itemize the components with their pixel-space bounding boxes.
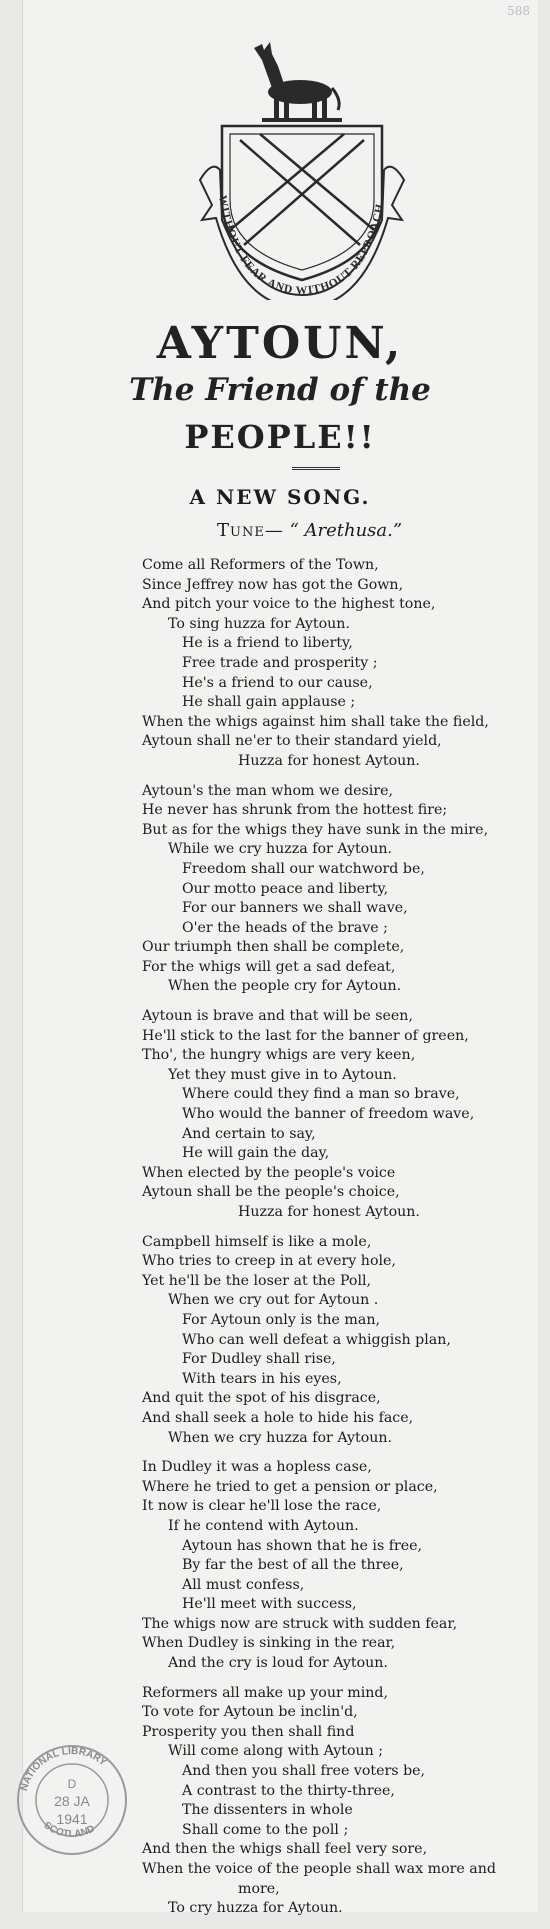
- lyric-line: In Dudley it was a hopless case,: [142, 1459, 372, 1476]
- lyric-line: more,: [238, 1880, 280, 1897]
- stamp-date: 28 JA: [54, 1793, 90, 1809]
- lyric-line: For our banners we shall wave,: [182, 900, 408, 917]
- lyric-line: It now is clear he'll lose the race,: [142, 1498, 382, 1515]
- lyric-line: All must confess,: [182, 1576, 305, 1593]
- tune-label: Tune—: [217, 520, 284, 541]
- lyric-line: And then you shall free voters be,: [182, 1763, 426, 1780]
- lyric-line: But as for the whigs they have sunk in the mire,: [142, 821, 489, 838]
- lyric-line: He's a friend to our cause,: [182, 674, 373, 691]
- lyric-line: He'll stick to the last for the banner of green,: [142, 1027, 469, 1044]
- lyric-line: Where could they find a man so brave,: [182, 1086, 460, 1103]
- lyric-line: Yet he'll be the loser at the Poll,: [142, 1272, 372, 1289]
- lyric-line: Since Jeffrey now has got the Gown,: [142, 576, 404, 593]
- library-stamp: [12, 1740, 132, 1860]
- lyric-line: Reformers all make up your mind,: [142, 1684, 388, 1701]
- lyric-line: With tears in his eyes,: [182, 1370, 342, 1387]
- song-lyrics: [142, 556, 550, 1929]
- title-subline: The Friend of the: [129, 372, 431, 408]
- lyric-line: Yet they must give in to Aytoun.: [168, 1066, 397, 1083]
- lyric-line: When Dudley is sinking in the rear,: [142, 1635, 396, 1652]
- lyric-line: Come all Reformers of the Town,: [142, 557, 379, 573]
- stanza: [142, 782, 550, 998]
- lyric-line: Where he tried to get a pension or place,: [142, 1478, 438, 1495]
- stanza: [142, 1684, 550, 1919]
- lyric-line: When the people cry for Aytoun.: [168, 978, 402, 995]
- catalogue-number: 588: [507, 4, 530, 18]
- lyric-line: The dissenters in whole: [182, 1802, 353, 1819]
- lyric-line: Aytoun's the man whom we desire,: [142, 782, 394, 799]
- stamp-letter: D: [67, 1777, 77, 1791]
- lyric-line: He is a friend to liberty,: [182, 635, 353, 652]
- stanza: [142, 1458, 550, 1674]
- stanza: [142, 1007, 550, 1223]
- lyric-line: Our motto peace and liberty,: [182, 880, 389, 897]
- lyric-line: Who tries to creep in at every hole,: [142, 1253, 396, 1270]
- lyric-line: Aytoun shall be the people's choice,: [142, 1184, 400, 1201]
- lyric-line: And certain to say,: [182, 1125, 316, 1142]
- lyric-line: He shall gain applause ;: [182, 694, 356, 711]
- donkey-icon: [254, 42, 342, 122]
- svg-text:NATIONAL LIBRARY: [19, 1746, 109, 1792]
- lyric-line: A contrast to the thirty-three,: [182, 1782, 395, 1799]
- lyric-line: Campbell himself is like a mole,: [142, 1233, 372, 1250]
- title-people: PEOPLE!!: [184, 418, 376, 456]
- lyric-line: If he contend with Aytoun.: [168, 1517, 359, 1534]
- stamp-year: 1941: [56, 1811, 88, 1827]
- lyric-line: For the whigs will get a sad defeat,: [142, 958, 396, 975]
- crest-motto: WITHOUT FEAR AND WITHOUT REPROACH: [215, 194, 387, 298]
- lyric-line: To cry huzza for Aytoun.: [168, 1900, 343, 1917]
- lyric-line: When elected by the people's voice: [142, 1164, 396, 1181]
- lyric-line: Aytoun is brave and that will be seen,: [142, 1008, 413, 1025]
- lyric-line: And pitch your voice to the highest tone,: [142, 596, 436, 613]
- lyric-line: He'll meet with success,: [182, 1596, 357, 1613]
- lyric-line: When we cry huzza for Aytoun.: [168, 1429, 393, 1446]
- lyric-line: When the whigs against him shall take the field,: [142, 713, 489, 730]
- lyric-line: Will come along with Aytoun ;: [168, 1743, 384, 1760]
- lyric-line: The whigs now are struck with sudden fear,: [142, 1615, 458, 1632]
- stanza: [142, 1233, 550, 1449]
- lyric-line: And the cry is loud for Aytoun.: [168, 1655, 388, 1672]
- lyric-line: Aytoun shall ne'er to their standard yield,: [142, 733, 442, 750]
- lyric-line: Who would the banner of freedom wave,: [182, 1106, 475, 1123]
- stamp-top-text: NATIONAL LIBRARY: [18, 1745, 109, 1793]
- lyric-line: Who can well defeat a whiggish plan,: [182, 1331, 451, 1348]
- lyric-line: Shall come to the poll ;: [182, 1821, 349, 1838]
- lyric-line: Huzza for honest Aytoun.: [238, 752, 420, 769]
- lyric-line: When we cry out for Aytoun .: [168, 1292, 379, 1309]
- lyric-line: Aytoun has shown that he is free,: [182, 1537, 423, 1554]
- lyric-line: And then the whigs shall feel very sore,: [142, 1841, 428, 1858]
- lyric-line: Free trade and prosperity ;: [182, 654, 378, 671]
- lyric-line: O'er the heads of the brave ;: [182, 919, 388, 936]
- lyric-line: When the voice of the people shall wax more and: [142, 1861, 496, 1877]
- tune-line: [217, 520, 402, 541]
- tune-name: “ Arethusa.”: [289, 520, 403, 541]
- crest-emblem: [192, 30, 492, 300]
- lyric-line: Huzza for honest Aytoun.: [238, 1204, 420, 1220]
- lyric-line: While we cry huzza for Aytoun.: [168, 841, 392, 858]
- stanza: [142, 556, 550, 772]
- lyric-line: Freedom shall our watchword be,: [182, 860, 425, 877]
- title-main: AYTOUN,: [156, 318, 404, 369]
- lyric-line: He will gain the day,: [182, 1145, 330, 1162]
- lyric-line: And shall seek a hole to hide his face,: [142, 1409, 414, 1426]
- lyric-line: Our triumph then shall be complete,: [142, 939, 405, 956]
- lyric-line: He never has shrunk from the hottest fire;: [142, 802, 448, 819]
- lyric-line: For Dudley shall rise,: [182, 1351, 336, 1368]
- stamp-bottom-text: SCOTLAND: [41, 1819, 97, 1840]
- lyric-line: To sing huzza for Aytoun.: [168, 615, 350, 632]
- lyric-line: For Aytoun only is the man,: [182, 1311, 380, 1328]
- lyric-line: Prosperity you then shall find: [142, 1723, 355, 1740]
- lyric-line: Tho', the hungry whigs are very keen,: [142, 1047, 416, 1064]
- lyric-line: And quit the spot of his disgrace,: [142, 1390, 381, 1407]
- lyric-line: To vote for Aytoun be inclin'd,: [142, 1704, 358, 1721]
- song-heading: A NEW SONG.: [189, 485, 371, 509]
- divider-rule: [292, 467, 340, 470]
- broadside-sheet: [18, 0, 538, 1917]
- lyric-line: By far the best of all the three,: [182, 1557, 404, 1574]
